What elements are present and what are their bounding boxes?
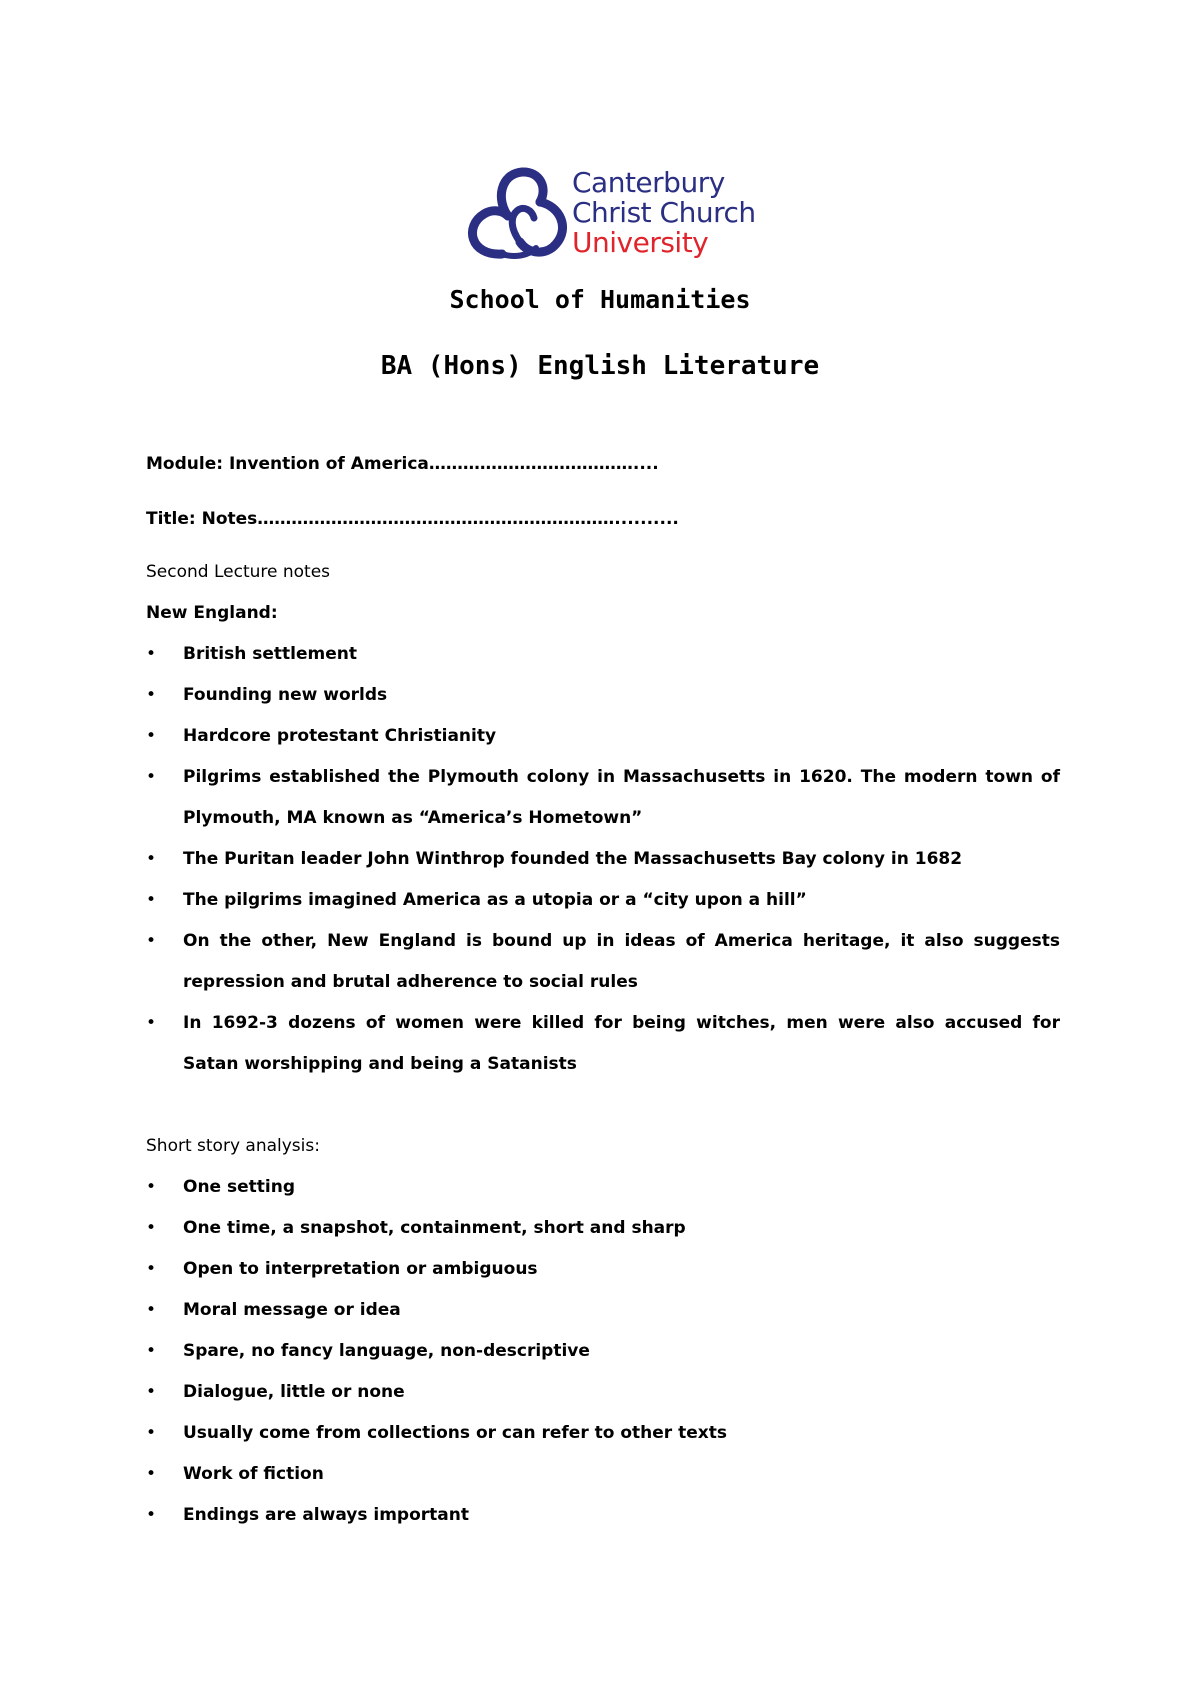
bullet-icon: •: [146, 1341, 157, 1361]
bullet-icon: •: [146, 1505, 157, 1525]
bullet-icon: •: [146, 1464, 157, 1484]
bullet-icon: •: [146, 767, 157, 787]
list-item: • Pilgrims established the Plymouth colony in Massachusetts in 1620. The modern town of Plymouth, MA known as “America’s Hometown”: [146, 757, 1060, 839]
university-logo: [462, 166, 782, 266]
bullet-icon: •: [146, 1177, 157, 1197]
bullet-icon: •: [146, 1259, 157, 1279]
document-body: [146, 444, 1060, 1536]
bullet-icon: •: [146, 1423, 157, 1443]
new-england-heading: New England:: [146, 603, 278, 623]
school-title: School of Humanities: [449, 285, 751, 314]
section-spacer: [146, 1085, 1060, 1126]
logo-line-canterbury: Canterbury: [572, 166, 725, 199]
list-item: • Spare, no fancy language, non-descriptive: [146, 1331, 1060, 1372]
list-item: • The Puritan leader John Winthrop founded the Massachusetts Bay colony in 1682: [146, 839, 1060, 880]
bullet-icon: •: [146, 890, 157, 910]
bullet-icon: •: [146, 685, 157, 705]
logo-line-christ-church: Christ Church: [572, 196, 756, 229]
title-field: Title: Notes………………………………………………………..........: [146, 509, 679, 529]
bullet-icon: •: [146, 1013, 157, 1033]
logo-line-university: University: [572, 226, 709, 259]
bullet-icon: •: [146, 1382, 157, 1402]
bullet-icon: •: [146, 726, 157, 746]
bullet-icon: •: [146, 1218, 157, 1238]
logo-wordmark: [572, 168, 756, 258]
short-story-heading: Short story analysis:: [146, 1136, 320, 1156]
list-item: • Usually come from collections or can refer to other texts: [146, 1413, 1060, 1454]
degree-title: BA (Hons) English Literature: [380, 351, 820, 381]
list-item: • Founding new worlds: [146, 675, 1060, 716]
bullet-icon: •: [146, 931, 157, 951]
list-item: • One setting: [146, 1167, 1060, 1208]
list-item: • Open to interpretation or ambiguous: [146, 1249, 1060, 1290]
list-item: • Moral message or idea: [146, 1290, 1060, 1331]
list-item: • British settlement: [146, 634, 1060, 675]
list-item: • On the other, New England is bound up in ideas of America heritage, it also suggests repression and brutal adherence to social rules: [146, 921, 1060, 1003]
bullet-icon: •: [146, 849, 157, 869]
list-item: • The pilgrims imagined America as a utopia or a “city upon a hill”: [146, 880, 1060, 921]
list-item: • Work of fiction: [146, 1454, 1060, 1495]
bullet-icon: •: [146, 1300, 157, 1320]
list-item: • Dialogue, little or none: [146, 1372, 1060, 1413]
list-item: • In 1692-3 dozens of women were killed for being witches, men were also accused for Satan worshipping and being a Satanists: [146, 1003, 1060, 1085]
module-field: Module: Invention of America………………………………....: [146, 454, 659, 474]
short-story-list: [146, 1167, 1060, 1536]
new-england-list: [146, 634, 1060, 1085]
list-item: • One time, a snapshot, containment, short and sharp: [146, 1208, 1060, 1249]
lecture-intro: Second Lecture notes: [146, 562, 331, 582]
trefoil-logo-icon: [462, 166, 572, 266]
bullet-icon: •: [146, 644, 157, 664]
list-item: • Endings are always important: [146, 1495, 1060, 1536]
list-item: • Hardcore protestant Christianity: [146, 716, 1060, 757]
